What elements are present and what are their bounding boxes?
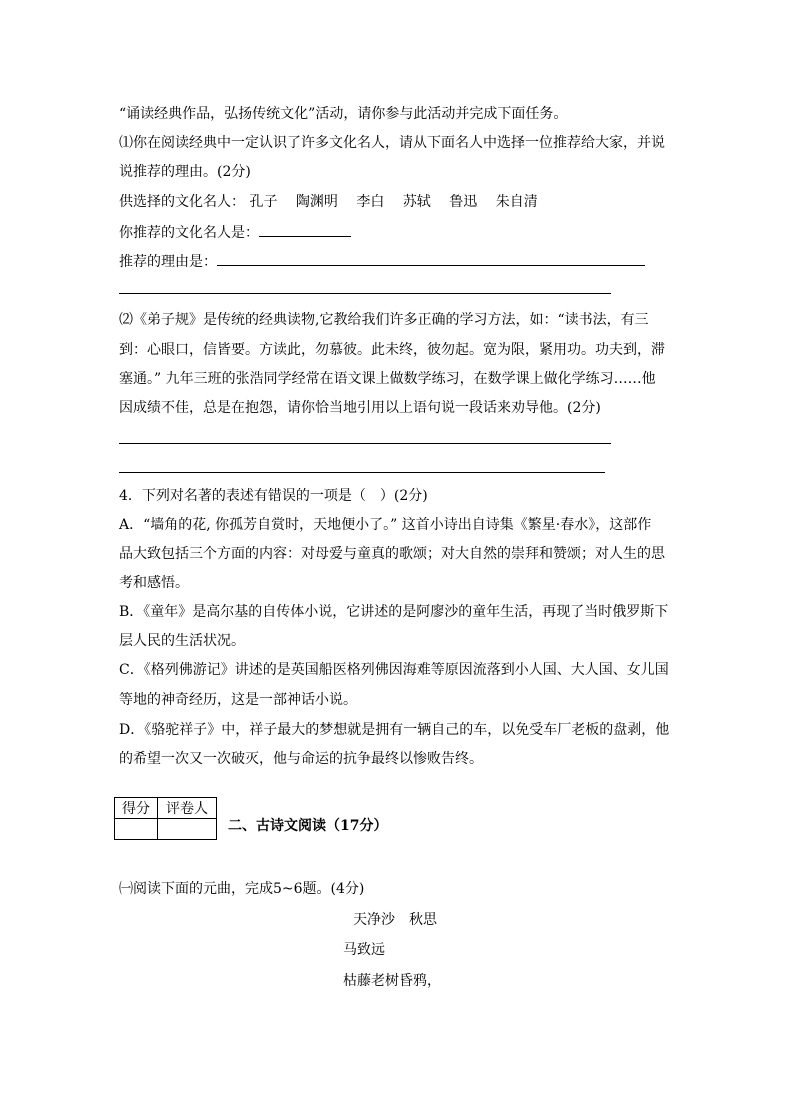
answer-line[interactable] (119, 293, 611, 294)
poem-line-1: 枯藤老树昏鸦， (343, 973, 441, 989)
q4-option-a-3: 考和感悟。 (119, 575, 189, 591)
q4-option-a-1: A．“墙角的花, 你孤芳自赏时，天地便小了。” 这首小诗出自诗集《繁星·春水》，这部作 (119, 517, 652, 533)
q2-line-1: ⑵《弟子规》是传统的经典读物,它教给我们许多正确的学习方法，如：“读书法，有三 (119, 312, 649, 328)
q2-line-3: 塞通。” 九年三班的张浩同学经常在语文课上做数学练习，在数学课上做化学练习……他 (119, 371, 656, 387)
q4-stem: 4．下列对名著的表述有错误的一项是（ ）(2分) (119, 488, 428, 504)
poem-task: ㈠阅读下面的元曲，完成5~6题。(4分) (119, 881, 365, 897)
q4-option-b-2: 层人民的生活状况。 (119, 633, 245, 649)
choice-item: 陶渊明 (295, 194, 338, 210)
recommend-blank[interactable] (259, 222, 351, 237)
q4-option-a-2: 品大致包括三个方面的内容：对母爱与童真的歌颂；对大自然的崇拜和赞颂；对人生的思 (119, 546, 665, 562)
recommend-label: 你推荐的文化名人是： (119, 225, 259, 241)
poem-author: 马致远 (343, 942, 385, 958)
q4-option-d-1: D．《骆驼祥子》中，祥子最大的梦想就是拥有一辆自己的车，以免受车厂老板的盘剥，他 (119, 722, 670, 738)
section-title: 二、古诗文阅读（17分） (228, 818, 388, 834)
choice-item: 李白 (356, 194, 385, 210)
choice-item: 朱自清 (495, 194, 538, 210)
reason-label: 推荐的理由是： (119, 254, 217, 270)
reason-blank[interactable] (217, 251, 645, 266)
answer-line[interactable] (119, 443, 611, 444)
q1-line-1: ⑴你在阅读经典中一定认识了许多文化名人，请从下面名人中选择一位推荐给大家，并说 (119, 135, 665, 151)
poem-title: 天净沙 秋思 (353, 912, 437, 928)
grader-cell[interactable] (158, 819, 217, 840)
q1-line-2: 说推荐的理由。(2分) (119, 164, 251, 180)
q1-recommend-row (119, 222, 351, 243)
choices-label: 供选择的文化名人： (119, 194, 245, 210)
q4-option-d-2: 的希望一次又一次破灭，他与命运的抗争最终以惨败告终。 (119, 751, 483, 767)
choice-item: 苏轼 (402, 194, 431, 210)
grader-header: 评卷人 (158, 798, 217, 819)
q1-choices (119, 192, 538, 212)
score-header: 得分 (115, 798, 158, 819)
q1-reason-row (119, 251, 645, 272)
q4-option-c-1: C．《格列佛游记》讲述的是英国船医格列佛因海难等原因流落到小人国、大人国、女儿国 (119, 662, 669, 678)
q4-option-c-2: 等地的神奇经历，这是一部神话小说。 (119, 692, 357, 708)
q4-option-b-1: B．《童年》是高尔基的自传体小说，它讲述的是阿廖沙的童年生活，再现了当时俄罗斯下 (119, 604, 669, 620)
q2-line-4: 因成绩不佳，总是在抱怨，请你恰当地引用以上语句说一段话来劝导他。(2分) (119, 400, 601, 416)
q2-line-2: 到：心眼口，信皆要。方读此，勿慕彼。此未终，彼勿起。宽为限，紧用功。功夫到，滞 (119, 342, 665, 358)
choice-item: 孔子 (249, 194, 278, 210)
answer-line[interactable] (119, 472, 605, 473)
score-table (114, 797, 217, 840)
choice-item: 鲁迅 (449, 194, 478, 210)
score-cell[interactable] (115, 819, 158, 840)
intro-text: “诵读经典作品，弘扬传统文化”活动，请你参与此活动并完成下面任务。 (119, 106, 568, 122)
